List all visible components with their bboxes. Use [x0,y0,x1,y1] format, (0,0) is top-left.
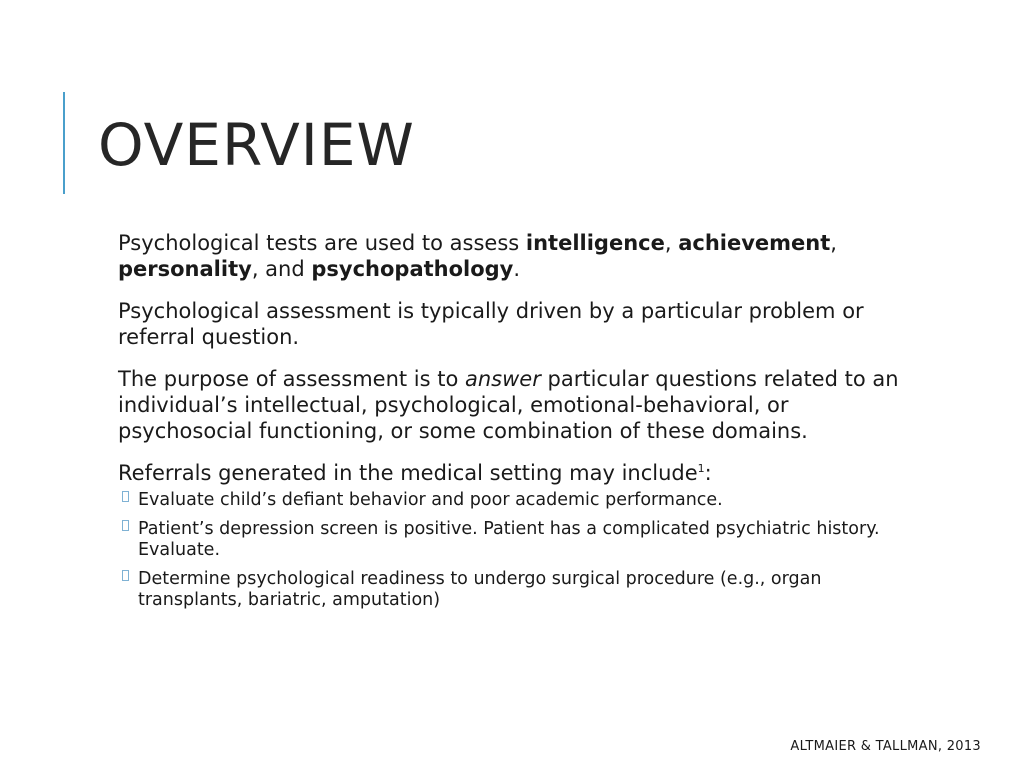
term-achievement: achievement [678,231,831,255]
list-item [118,519,908,561]
term-answer: answer [465,367,541,391]
text-segment: particular questions related to an individual’s intellectual, psychological, emotional-behavioral, or psychosocial functioning, or some combination of these domains. [118,367,899,443]
text-segment: . [513,257,521,281]
square-bullet-icon [122,570,129,581]
paragraph-referral-driven: Psychological assessment is typically driven by a particular problem or referral question. [118,299,864,349]
paragraph-referrals [118,460,908,486]
citation: ALTMAIER & TALLMAN, 2013 [790,739,981,754]
text-segment: : [704,461,712,485]
paragraph-tests [118,230,908,282]
list-item-text: Evaluate child’s defiant behavior and poor academic performance. [138,490,723,510]
text-segment: , [830,231,837,255]
square-bullet-icon [122,491,129,502]
list-item [118,490,908,511]
list-item-text: Patient’s depression screen is positive. Patient has a complicated psychiatric history. Evaluate. [138,519,880,560]
term-intelligence: intelligence [525,231,665,255]
text-segment: , [664,231,679,255]
paragraph-purpose [118,366,908,444]
list-item-text: Determine psychological readiness to undergo surgical procedure (e.g., organ transplants, bariatric, amputation) [138,569,822,610]
text-segment: Psychological tests are used to assess [118,231,526,255]
text-segment: Referrals generated in the medical setting may include [118,461,698,485]
title-accent-bar [63,92,65,194]
footnote-marker: 1 [697,462,705,475]
term-personality: personality [118,257,252,281]
slide-body [118,230,908,619]
list-item [118,569,908,611]
square-bullet-icon [122,520,129,531]
slide-title: OVERVIEW [98,111,415,179]
text-segment: The purpose of assessment is to [118,367,465,391]
referral-examples-list [118,490,908,611]
text-segment: , and [251,257,312,281]
term-psychopathology: psychopathology [311,257,514,281]
